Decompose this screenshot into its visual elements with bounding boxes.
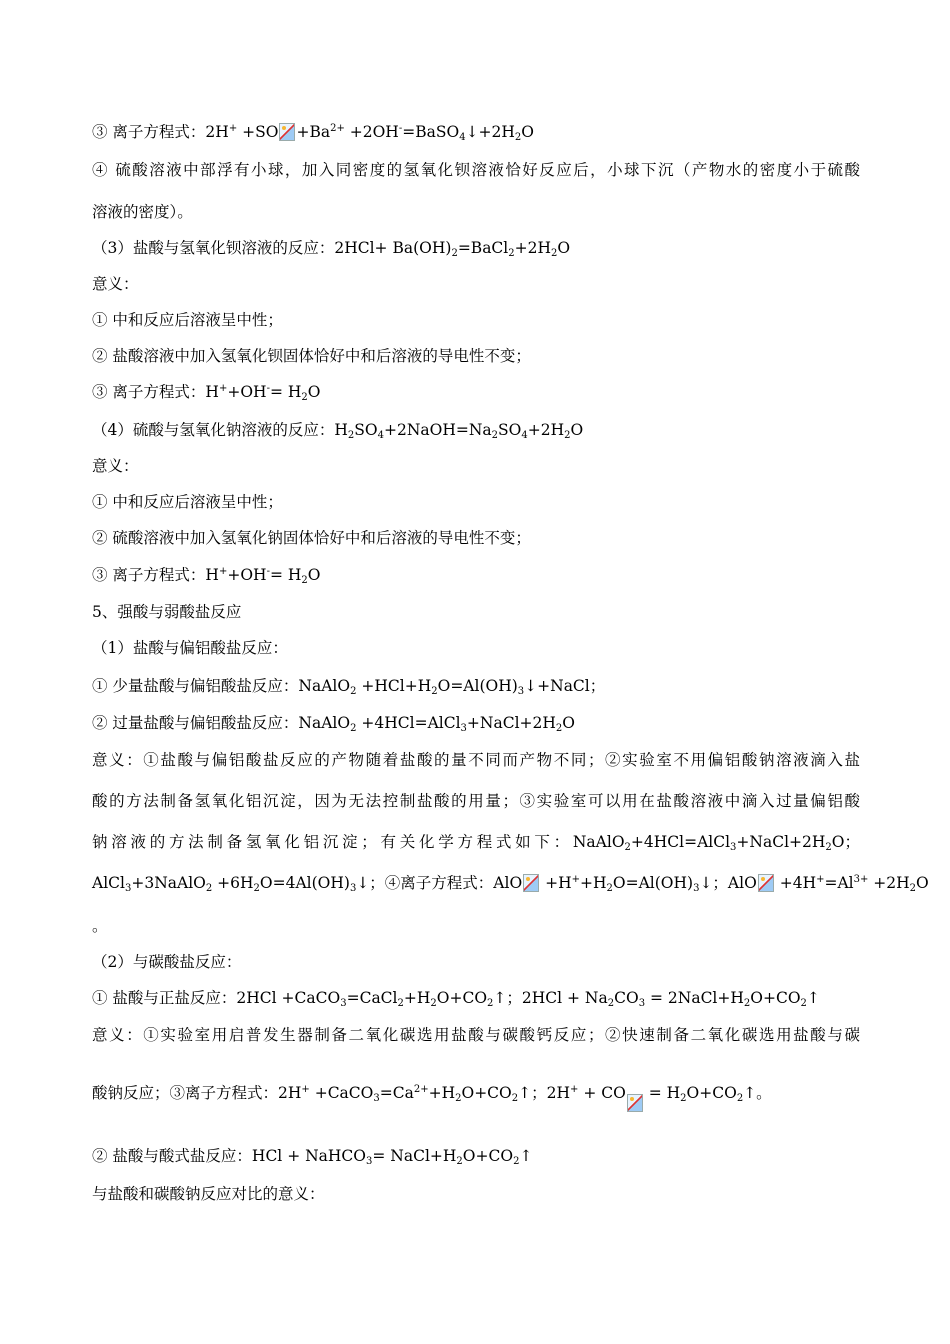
section-heading: 5、强酸与弱酸盐反应 xyxy=(92,603,242,621)
text-line: 。 xyxy=(92,917,108,935)
text-line: ③ 离子方程式：$H^++OH^-= H_2O$ xyxy=(92,383,321,403)
text-line: 意义：①实验室用启普发生器制备二氧化碳选用盐酸与碳酸钙反应；②快速制备二氧化碳选用盐酸与碳 xyxy=(92,1026,860,1044)
text-line: 酸的方法制备氢氧化铝沉淀，因为无法控制盐酸的用量；③实验室可以用在盐酸溶液中滴入过量偏铝酸 xyxy=(92,792,860,810)
text-line: ③ 离子方程式：$2H^+ +SO +Ba^{2+}$ $+2OH^-=BaSO_4↓+2H_2O$ xyxy=(92,123,535,143)
text-line: ① 中和反应后溶液呈中性； xyxy=(92,493,283,511)
broken-image-icon xyxy=(758,874,774,892)
text-line: ② 硫酸溶液中加入氢氧化钠固体恰好中和后溶液的导电性不变； xyxy=(92,529,531,547)
broken-image-icon xyxy=(523,874,539,892)
text-line: ① 盐酸与正盐反应：$2HCl +CaCO_3=CaCl_2+H_2O+CO_2↑$；$2HCl + Na_2CO_3$ = $2NaCl+H_2O+CO_2↑$ xyxy=(92,989,820,1009)
text-line: ② 盐酸溶液中加入氢氧化钡固体恰好中和后溶液的导电性不变； xyxy=(92,347,531,365)
text-line: ③ 离子方程式：$H^++OH^-= H_2O$ xyxy=(92,566,321,586)
broken-image-icon xyxy=(279,123,295,141)
text-line: （2）与碳酸盐反应： xyxy=(92,953,242,971)
text-line: 钠溶液的方法制备氢氧化铝沉淀；有关化学方程式如下：$NaAlO_2+4HCl=AlCl_3+NaCl+2H_2O$； xyxy=(92,833,860,853)
text-line: ① 少量盐酸与偏铝酸盐反应：NaAlO$_2$ $+HCl+H_2O=Al(OH)_3↓+NaCl$； xyxy=(92,677,606,697)
text-line: 意义： xyxy=(92,275,139,293)
text-line: ② 盐酸与酸式盐反应：HCl + NaHCO$_3$= $NaCl+H_2O+CO_2↑$ xyxy=(92,1147,533,1167)
text-line: 意义： xyxy=(92,457,139,475)
text-line: 溶液的密度）。 xyxy=(92,203,193,221)
text-line: （3）盐酸与氢氧化钡溶液的反应：$2HCl+ Ba(OH)_2=BaCl_2+2H_2O$ xyxy=(92,239,571,259)
text-line: ② 过量盐酸与偏铝酸盐反应：NaAlO$_2$ $+4HCl=AlCl_3+NaCl+2H_2O$ xyxy=(92,714,575,734)
text-line: 酸钠反应；③离子方程式：$2H^+ +CaCO_3=Ca^{2+}+H_2O+CO_2↑$；2H+ + CO = $H_2O+CO_2↑$。 xyxy=(92,1083,772,1112)
text-line: ① 中和反应后溶液呈中性； xyxy=(92,311,283,329)
text-line: AlCl$_3$+3NaAlO$_2$ $+6H_2O=4Al(OH)_3↓$；④离子方程式：AlO $+H^++H_2O=Al(OH)_3↓$；AlO $+4H^+=Al^{3+} +2H_2O$ xyxy=(92,874,929,894)
text-line: 与盐酸和碳酸钠反应对比的意义： xyxy=(92,1185,325,1203)
text-line: 意义：①盐酸与偏铝酸盐反应的产物随着盐酸的量不同而产物不同；②实验室不用偏铝酸钠溶液滴入盐 xyxy=(92,751,860,769)
text-line: （4）硫酸与氢氧化钠溶液的反应：$H_2SO_4+2NaOH=Na_2SO_4+2H_2O$ xyxy=(92,421,584,441)
text-line: （1）盐酸与偏铝酸盐反应： xyxy=(92,639,288,657)
broken-image-icon xyxy=(627,1094,643,1112)
text-line: ④ 硫酸溶液中部浮有小球，加入同密度的氢氧化钡溶液恰好反应后，小球下沉（产物水的密度小于硫酸 xyxy=(92,161,860,179)
